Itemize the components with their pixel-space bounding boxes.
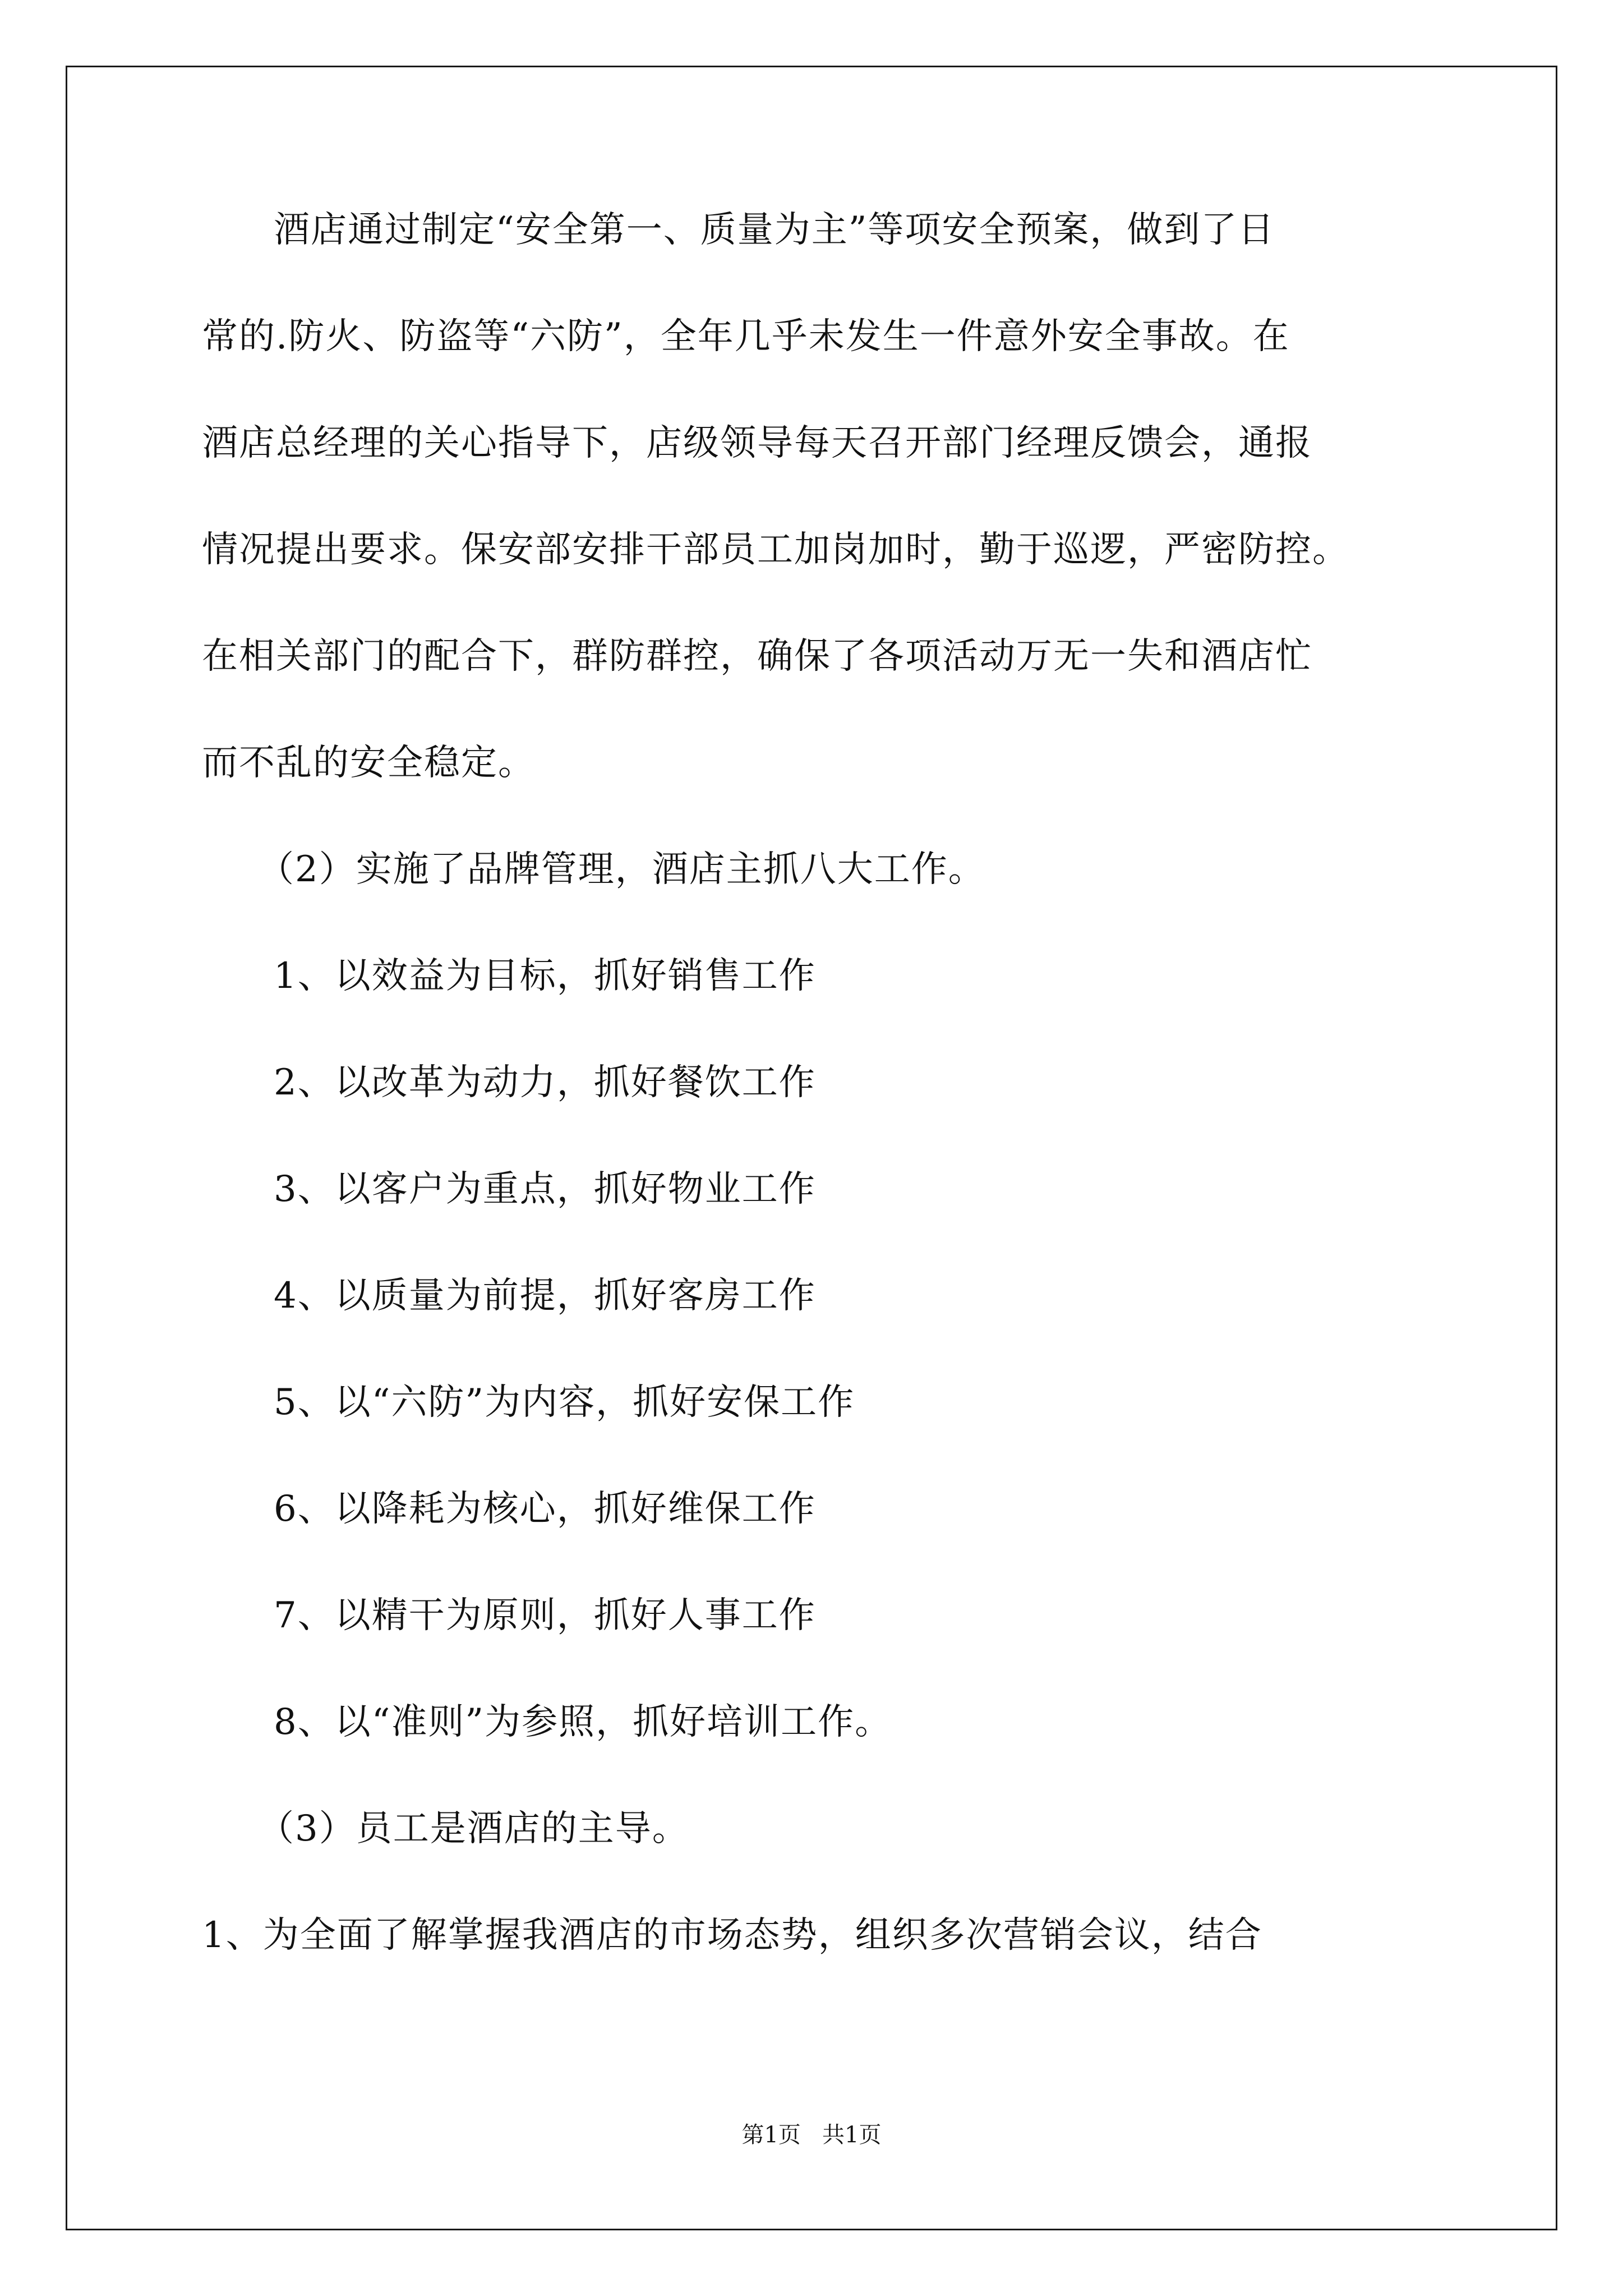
page-border bbox=[66, 66, 1557, 2230]
paragraph-line: 而不乱的安全稳定。 bbox=[202, 742, 535, 784]
list-item: 6、以降耗为核心，抓好维保工作 bbox=[274, 1488, 816, 1530]
paragraph-line: 酒店总经理的关心指导下，店级领导每天召开部门经理反馈会，通报 bbox=[202, 422, 1312, 464]
list-item: 3、以客户为重点，抓好物业工作 bbox=[274, 1168, 816, 1210]
paragraph-line: 情况提出要求。保安部安排干部员工加岗加时，勤于巡逻，严密防控。 bbox=[202, 529, 1349, 570]
list-item: 5、以“六防”为内容，抓好安保工作 bbox=[274, 1382, 855, 1423]
paragraph-line: 常的.防火、防盗等“六防”，全年几乎未发生一件意外安全事故。在 bbox=[202, 316, 1290, 357]
list-item: 2、以改革为动力，抓好餐饮工作 bbox=[274, 1062, 816, 1103]
page-number-footer: 第1页 共1页 bbox=[741, 2122, 882, 2148]
paragraph-line: 酒店通过制定“安全第一、质量为主”等项安全预案，做到了日 bbox=[274, 209, 1275, 251]
paragraph-line: 1、为全面了解掌握我酒店的市场态势，组织多次营销会议，结合 bbox=[202, 1915, 1262, 1956]
list-item: 1、以效益为目标，抓好销售工作 bbox=[274, 955, 816, 997]
section-heading: （2）实施了品牌管理，酒店主抓八大工作。 bbox=[258, 849, 985, 890]
paragraph-line: 在相关部门的配合下，群防群控，确保了各项活动万无一失和酒店忙 bbox=[202, 636, 1312, 677]
list-item: 7、以精干为原则，抓好人事工作 bbox=[274, 1595, 816, 1636]
section-heading: （3）员工是酒店的主导。 bbox=[258, 1808, 689, 1849]
list-item: 4、以质量为前提，抓好客房工作 bbox=[274, 1275, 816, 1317]
list-item: 8、以“准则”为参照，抓好培训工作。 bbox=[274, 1701, 892, 1743]
